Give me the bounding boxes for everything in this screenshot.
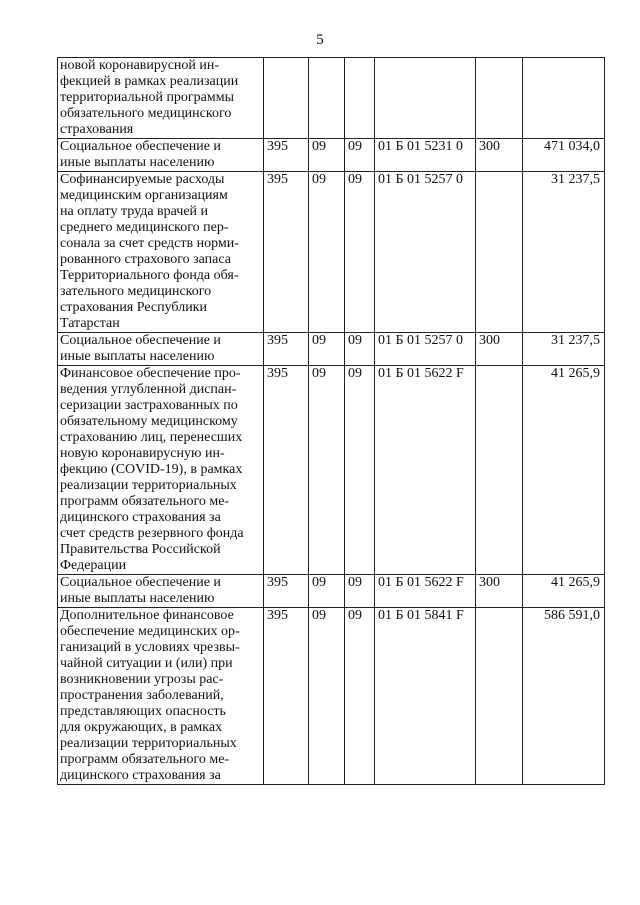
expense-name-line: медицинским организациям: [60, 188, 228, 203]
subsection-code-cell: 09: [345, 366, 375, 575]
target-article-cell: 01 Б 01 5841 F: [375, 608, 476, 785]
expense-name-line: на оплату труда врачей и: [60, 204, 209, 219]
expense-name-line: программ обязательного ме-: [60, 752, 230, 767]
expense-name-line: иные выплаты населению: [60, 349, 215, 364]
amount-cell: 471 034,0: [523, 139, 605, 172]
target-article-cell: 01 Б 01 5257 0: [375, 172, 476, 333]
expense-name-cell: [58, 58, 264, 139]
admin-code-cell: 395: [264, 139, 309, 172]
expense-name-line: рованного страхового запаса: [60, 252, 231, 267]
expense-name-line: страхованию лиц, перенесших: [60, 430, 243, 445]
section-code-cell: 09: [309, 172, 345, 333]
target-article-cell: 01 Б 01 5622 F: [375, 575, 476, 608]
subsection-code-cell: [345, 58, 375, 139]
section-code-cell: 09: [309, 366, 345, 575]
subsection-code-cell: 09: [345, 139, 375, 172]
admin-code-cell: 395: [264, 172, 309, 333]
expense-name-cell: [58, 139, 264, 172]
subsection-code-cell: 09: [345, 333, 375, 366]
subsection-code-cell: 09: [345, 608, 375, 785]
expense-name-line: фекцию (COVID-19), в рамках: [60, 462, 243, 477]
expense-name-line: иные выплаты населению: [60, 591, 215, 606]
expense-name-line: для окружающих, в рамках: [60, 720, 223, 735]
target-article-cell: 01 Б 01 5257 0: [375, 333, 476, 366]
expense-name-line: новую коронавирусную ин-: [60, 446, 225, 461]
subsection-code-cell: 09: [345, 575, 375, 608]
expense-name-line: дицинского страхования за: [60, 768, 221, 783]
expense-name-cell: [58, 172, 264, 333]
expense-name-line: обеспечение медицинских ор-: [60, 624, 240, 639]
admin-code-cell: 395: [264, 366, 309, 575]
table-row: [58, 608, 605, 785]
section-code-cell: 09: [309, 139, 345, 172]
expense-name-line: страхования Республики: [60, 300, 207, 315]
table-row: [58, 333, 605, 366]
subsection-code-cell: 09: [345, 172, 375, 333]
expense-type-cell: 300: [476, 333, 523, 366]
expense-name-line: программ обязательного ме-: [60, 494, 230, 509]
expense-name-line: Татарстан: [60, 316, 120, 331]
expense-name-line: Социальное обеспечение и: [60, 333, 221, 348]
expense-type-cell: [476, 172, 523, 333]
target-article-cell: 01 Б 01 5231 0: [375, 139, 476, 172]
admin-code-cell: 395: [264, 333, 309, 366]
expense-name-line: фекцией в рамках реализации: [60, 74, 239, 89]
section-code-cell: 09: [309, 333, 345, 366]
table-row: [58, 366, 605, 575]
expense-name-line: ведения углубленной диспан-: [60, 382, 237, 397]
expense-name-line: Дополнительное финансовое: [60, 608, 234, 623]
expense-name-line: реализации территориальных: [60, 478, 237, 493]
expense-name-line: Федерации: [60, 558, 127, 573]
amount-cell: 41 265,9: [523, 366, 605, 575]
amount-cell: 31 237,5: [523, 172, 605, 333]
expense-name-line: территориальной программы: [60, 90, 235, 105]
expense-name-line: сонала за счет средств норми-: [60, 236, 239, 251]
expense-name-cell: [58, 608, 264, 785]
expense-name-line: представляющих опасность: [60, 704, 226, 719]
section-code-cell: 09: [309, 575, 345, 608]
expense-name-line: обязательному медицинскому: [60, 414, 238, 429]
amount-cell: [523, 58, 605, 139]
expense-name-line: возникновении угрозы рас-: [60, 672, 224, 687]
expense-name-line: реализации территориальных: [60, 736, 237, 751]
amount-cell: 586 591,0: [523, 608, 605, 785]
expense-type-cell: [476, 366, 523, 575]
expense-type-cell: 300: [476, 139, 523, 172]
expense-name-cell: [58, 575, 264, 608]
page-number: 5: [316, 32, 324, 48]
admin-code-cell: 395: [264, 608, 309, 785]
expense-name-line: пространения заболеваний,: [60, 688, 224, 703]
section-code-cell: [309, 58, 345, 139]
target-article-cell: [375, 58, 476, 139]
expense-name-line: серизации застрахованных по: [60, 398, 238, 413]
expense-name-line: Территориального фонда обя-: [60, 268, 239, 283]
expense-name-line: Социальное обеспечение и: [60, 575, 221, 590]
expense-name-cell: [58, 366, 264, 575]
expense-name-line: среднего медицинского пер-: [60, 220, 229, 235]
expense-name-line: дицинского страхования за: [60, 510, 221, 525]
expense-name-line: Финансовое обеспечение про-: [60, 366, 241, 381]
admin-code-cell: [264, 58, 309, 139]
expense-name-line: страхования: [60, 122, 134, 137]
expense-name-line: зательного медицинского: [60, 284, 212, 299]
expense-type-cell: [476, 608, 523, 785]
expense-name-line: чайной ситуации и (или) при: [60, 656, 233, 671]
expense-name-line: Софинансируемые расходы: [60, 172, 225, 187]
amount-cell: 41 265,9: [523, 575, 605, 608]
expense-name-line: Социальное обеспечение и: [60, 139, 221, 154]
expense-name-line: иные выплаты населению: [60, 155, 215, 170]
amount-cell: 31 237,5: [523, 333, 605, 366]
section-code-cell: 09: [309, 608, 345, 785]
admin-code-cell: 395: [264, 575, 309, 608]
expense-name-line: Правительства Российской: [60, 542, 221, 557]
budget-table: [57, 57, 605, 785]
expense-name-line: ганизаций в условиях чрезвы-: [60, 640, 240, 655]
expense-name-line: обязательного медицинского: [60, 106, 232, 121]
expense-name-line: счет средств резервного фонда: [60, 526, 244, 541]
target-article-cell: 01 Б 01 5622 F: [375, 366, 476, 575]
expense-type-cell: [476, 58, 523, 139]
table-row: [58, 139, 605, 172]
expense-type-cell: 300: [476, 575, 523, 608]
table-row: [58, 172, 605, 333]
table-row: [58, 575, 605, 608]
expense-name-cell: [58, 333, 264, 366]
table-row: [58, 58, 605, 139]
expense-name-line: новой коронавирусной ин-: [60, 58, 220, 73]
